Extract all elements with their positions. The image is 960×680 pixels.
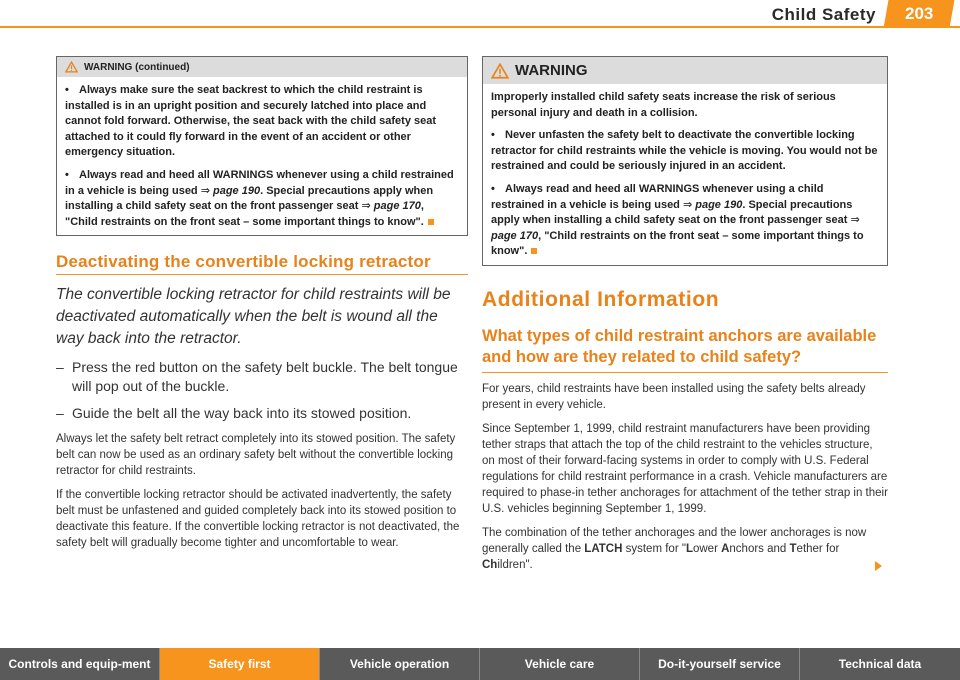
acronym-letter: L — [685, 542, 693, 555]
body-text: ether for — [796, 542, 840, 555]
warning-paragraph: • Always make sure the seat backrest to which the child restraint is installed is in an upright position and securely latched into place and cannot fold forward. Otherwise, the seat back with the child safety seat attached to it could fly forward in the event of an accident or other emergency situation. — [65, 84, 437, 159]
end-square-icon — [531, 248, 537, 254]
warning-text: . Special precautions apply when installing a child safety seat on the front passenger seat — [491, 198, 853, 227]
tab-safety-first[interactable]: Safety first — [160, 648, 320, 680]
warning-triangle-icon — [65, 61, 78, 73]
tab-vehicle-operation[interactable]: Vehicle operation — [320, 648, 480, 680]
body-text: The combination of the tether anchorages and the lower anchorages is now generally called the — [482, 526, 867, 555]
warning-box-continued — [56, 56, 468, 236]
page-header — [0, 0, 960, 30]
body-paragraph: Always let the safety belt retract completely into its stowed position. The safety belt can now be used as an ordinary safety belt without the convertible locking retractor for child restraints. — [56, 433, 456, 478]
step-item: – Guide the belt all the way back into its stowed position. — [56, 405, 412, 422]
body-text: system for " — [622, 542, 686, 555]
warning-paragraph: • Never unfasten the safety belt to deactivate the convertible locking retractor for child restraints while the vehicle is moving. You would not be restrained and could be seriously injured in an accident. — [491, 129, 878, 173]
warning-text: Always read and heed all WARNINGS whenever using a child restrained in a vehicle is being used — [65, 168, 454, 197]
acronym-letter: Ch — [482, 558, 498, 571]
acronym-letter: T — [789, 542, 797, 555]
latch-term: LATCH — [584, 542, 623, 555]
body-text: ildren". — [497, 558, 533, 571]
left-column — [56, 56, 468, 551]
warning-title: WARNING (continued) — [84, 61, 190, 73]
chapter-title: Child Safety — [771, 5, 876, 24]
step-item: – Press the red button on the safety belt buckle. The belt tongue will pop out of the buckle. — [56, 359, 458, 395]
page-ref-link[interactable]: page 170 — [491, 229, 539, 242]
warning-text: , "Child restraints on the front seat – some important things to know". — [65, 200, 424, 228]
body-paragraph: If the convertible locking retractor should be activated inadvertently, the safety belt must be unfastened and guided completely back into its stowed position to deactivate this feature. If the convertible locking retractor is not deactivated, the safety belt will gradually become tighter and uncomfortable to wear. — [56, 489, 460, 550]
warning-paragraph: Improperly installed child safety seats increase the risk of serious personal injury and death in a collision. — [491, 91, 836, 119]
next-page-arrow-icon[interactable] — [875, 561, 882, 571]
page-number: 203 — [904, 4, 934, 23]
page-ref-link[interactable]: page 190 — [695, 198, 743, 211]
acronym-letter: A — [721, 542, 730, 555]
right-column — [482, 56, 888, 573]
warning-text: Always make sure the seat backrest to which the child restraint is installed is in an upright position and securely latched into place and cannot fold forward. Otherwise, the seat back with the child safety seat attached to it could fly forward in the event of an accident or other emergency situation. — [65, 84, 437, 159]
page-ref-link[interactable]: page 190 — [213, 184, 261, 197]
body-paragraph — [482, 525, 888, 573]
double-arrow-icon: ⇒ — [682, 198, 693, 211]
body-text: ower — [692, 542, 722, 555]
double-arrow-icon: ⇒ — [361, 200, 371, 213]
header-rule — [0, 26, 960, 28]
warning-box — [482, 56, 888, 266]
main-heading: Additional Information — [482, 287, 720, 311]
footer-nav — [0, 648, 960, 680]
warning-title: WARNING — [515, 62, 588, 79]
tab-vehicle-care[interactable]: Vehicle care — [480, 648, 640, 680]
double-arrow-icon: ⇒ — [850, 214, 860, 227]
warning-text: Always read and heed all WARNINGS whenever using a child restrained in a vehicle is being used — [491, 182, 824, 211]
warning-body — [483, 84, 887, 265]
body-text: nchors and — [729, 542, 790, 555]
tab-controls-and-equipment[interactable]: Controls and equip-ment — [0, 648, 160, 680]
warning-paragraph: • Always read and heed all WARNINGS whenever using a child restrained in a vehicle is being used ⇒ page 190. Special precautions apply when installing a child safety seat on the front passenger seat ⇒ page 170, "Child restraints on the front seat – some important things to know". — [65, 168, 454, 228]
warning-paragraph: • Always read and heed all WARNINGS whenever using a child restrained in a vehicle is being used ⇒ page 190. Special precautions apply when installing a child safety seat on the front passenger seat ⇒ page 170, "Child restraints on the front seat – some important things to know". — [491, 182, 864, 258]
page-number-tab — [884, 0, 955, 28]
body-paragraph: Since September 1, 1999, child restraint manufacturers have been providing tether straps that attach the top of the child restraint to the vehicles structure, on most of their forward-facing systems in order to comply with U.S. Federal regulations for child restraint performance in a crash. Vehicle manufacturers are required to phase-in tether anchorages for attachment of the tether strap in their U.S. vehicles beginning September 1, 1999. — [482, 422, 888, 515]
step-text: Press the red button on the safety belt buckle. The belt tongue will pop out of the buckle. — [72, 359, 458, 395]
warning-text: Never unfasten the safety belt to deactivate the convertible locking retractor for child restraints while the vehicle is moving. You would not be restrained and could be seriously injured in an accident. — [491, 129, 878, 173]
warning-header — [483, 57, 887, 84]
warning-text: , "Child restraints on the front seat – some important things to know". — [491, 229, 864, 258]
step-text: Guide the belt all the way back into its stowed position. — [72, 405, 412, 422]
warning-triangle-icon — [491, 63, 509, 79]
section-heading: Deactivating the convertible locking retractor — [56, 252, 468, 275]
body-paragraph: For years, child restraints have been installed using the safety belts already present in every vehicle. — [482, 382, 866, 411]
warning-body — [57, 77, 467, 235]
sub-heading: What types of child restraint anchors are available and how are they related to child safety? — [482, 326, 888, 373]
warning-text: . Special precautions apply when installing a child safety seat on the front passenger seat — [65, 184, 434, 213]
intro-text: The convertible locking retractor for child restraints will be deactivated automatically when the belt is wound all the way back into the retractor. — [56, 286, 451, 348]
tab-technical-data[interactable]: Technical data — [838, 657, 922, 671]
end-square-icon — [428, 219, 434, 225]
page-ref-link[interactable]: page 170 — [373, 200, 421, 213]
warning-header — [57, 57, 467, 77]
tab-do-it-yourself-service[interactable]: Do-it-yourself service — [640, 648, 800, 680]
double-arrow-icon: ⇒ — [200, 184, 210, 197]
